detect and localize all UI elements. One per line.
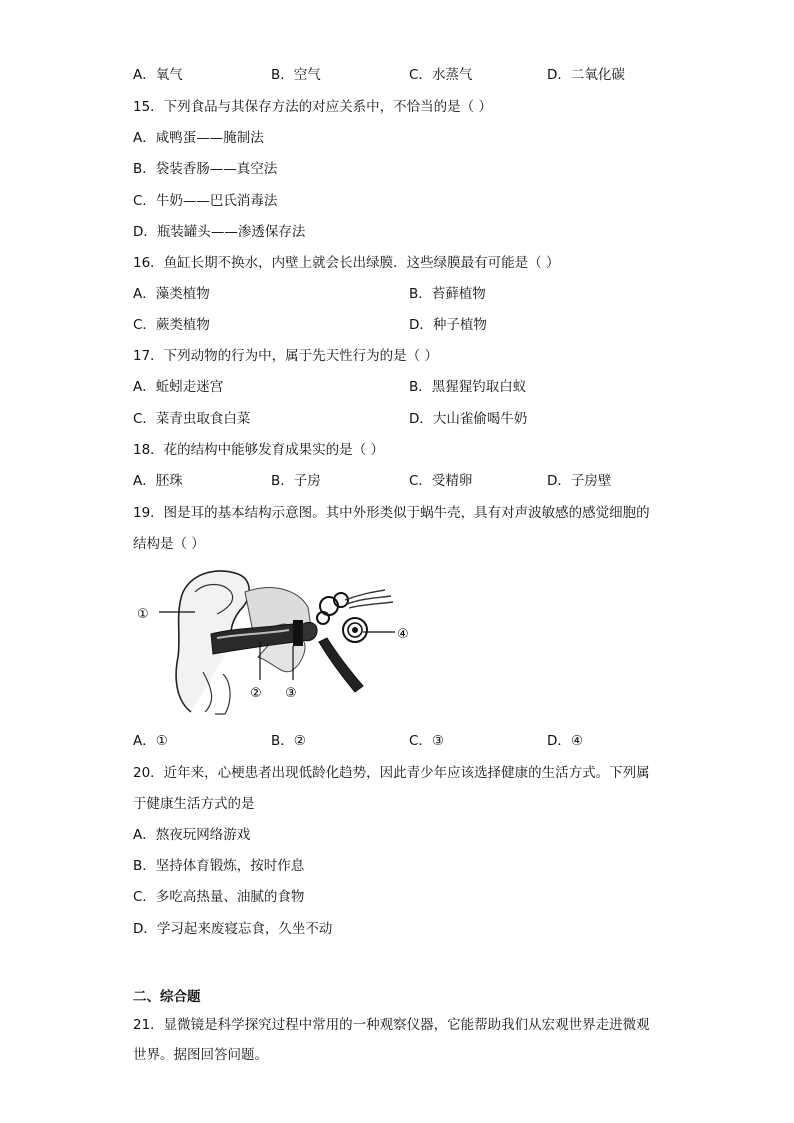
q15-option-d: D．瓶装罐头——渗透保存法 [133,224,306,240]
q18-option-a: A．胚珠 [133,473,183,489]
q17-stem: 17．下列动物的行为中，属于先天性行为的是（ ） [133,348,438,364]
q14-option-a: A．氧气 [133,67,183,83]
q17-option-c: C．菜青虫取食白菜 [133,411,251,427]
q19-option-d: D．④ [547,733,583,749]
figure-label-2: ② [250,686,262,701]
q21-stem-line1: 21．显微镜是科学探究过程中常用的一种观察仪器，它能帮助我们从宏观世界走进微观 [133,1017,650,1033]
figure-label-4: ④ [397,627,409,642]
q15-option-b: B．袋装香肠——真空法 [133,161,278,177]
q14-option-d: D．二氧化碳 [547,67,625,83]
q16-option-d: D．种子植物 [409,317,487,333]
q18-stem: 18．花的结构中能够发育成果实的是（ ） [133,442,384,458]
q19-stem-line1: 19．图是耳的基本结构示意图。其中外形类似于蜗牛壳，具有对声波敏感的感觉细胞的 [133,505,650,521]
q20-option-c: C．多吃高热量、油腻的食物 [133,889,305,905]
q20-option-a: A．熬夜玩网络游戏 [133,827,251,843]
ear-structure-diagram [133,562,423,722]
q14-option-b: B．空气 [271,67,321,83]
q16-option-b: B．苔藓植物 [409,286,486,302]
q17-option-a: A．蚯蚓走迷宫 [133,379,224,395]
q18-option-b: B．子房 [271,473,321,489]
figure-label-3: ③ [285,686,297,701]
q20-option-b: B．坚持体育锻炼，按时作息 [133,858,305,874]
q18-option-d: D．子房壁 [547,473,612,489]
q17-option-d: D．大山雀偷喝牛奶 [409,411,528,427]
q21-stem-line2: 世界。据图回答问题。 [133,1047,268,1063]
q16-option-c: C．蕨类植物 [133,317,210,333]
q15-stem: 15．下列食品与其保存方法的对应关系中，不恰当的是（ ） [133,99,492,115]
q19-option-c: C．③ [409,733,445,749]
q20-option-d: D．学习起来废寝忘食，久坐不动 [133,921,333,937]
q15-option-c: C．牛奶——巴氏消毒法 [133,193,278,209]
q19-option-a: A．① [133,733,168,749]
q19-stem-line2: 结构是（ ） [133,536,205,552]
q19-option-b: B．② [271,733,306,749]
q17-option-b: B．黑猩猩钓取白蚁 [409,379,527,395]
q20-stem-line2: 于健康生活方式的是 [133,796,255,812]
auditory-nerve-shape [345,590,393,608]
q18-option-c: C．受精卵 [409,473,473,489]
q16-stem: 16．鱼缸长期不换水，内壁上就会长出绿膜．这些绿膜最有可能是（ ） [133,255,560,271]
eardrum-shape [293,620,303,646]
section-title-comprehensive: 二、综合题 [133,989,201,1005]
figure-label-1: ① [137,607,149,622]
q16-option-a: A．藻类植物 [133,286,210,302]
q14-option-c: C．水蒸气 [409,67,473,83]
q15-option-a: A．咸鸭蛋——腌制法 [133,130,264,146]
eustachian-tube-shape [319,638,363,692]
q20-stem-line1: 20．近年来，心梗患者出现低龄化趋势，因此青少年应该选择健康的生活方式。下列属 [133,765,650,781]
